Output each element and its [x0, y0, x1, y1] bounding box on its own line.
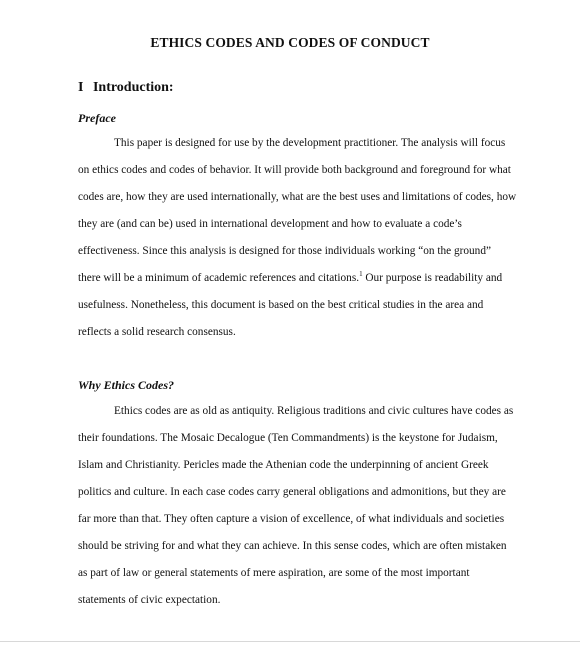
paragraph-line: should be striving for and what they can achieve. In this sense codes, which are often mistaken	[78, 540, 507, 552]
paragraph-line: politics and culture. In each case codes carry general obligations and admonitions, but they are	[78, 486, 506, 498]
paragraph-line-with-footnote	[78, 265, 538, 292]
preface-heading: Preface	[78, 111, 116, 125]
paragraph-line: codes are, how they are used internationally, what are the best uses and limitations of codes, how	[78, 191, 517, 203]
paragraph-line: far more than that. They often capture a vision of excellence, of what individuals and societies	[78, 513, 505, 525]
paragraph-line-text: Our purpose is readability and	[362, 272, 503, 284]
paragraph-line: usefulness. Nonetheless, this document is based on the best critical studies in the area and	[78, 299, 484, 311]
why-ethics-codes-paragraph	[78, 398, 538, 614]
paragraph-line: as part of law or general statements of mere aspiration, are some of the most important	[78, 567, 470, 579]
paragraph-line: effectiveness. Since this analysis is designed for those individuals working “on the ground”	[78, 245, 491, 257]
paragraph-line: they are (and can be) used in international development and how to evaluate a code’s	[78, 218, 462, 230]
paragraph-line-text: there will be a minimum of academic references and citations.	[78, 272, 360, 284]
paragraph-line: statements of civic expectation.	[78, 594, 221, 606]
paragraph-line: their foundations. The Mosaic Decalogue (Ten Commandments) is the keystone for Judaism,	[78, 432, 498, 444]
paragraph-line: This paper is designed for use by the development practitioner. The analysis will focus	[114, 137, 506, 149]
paragraph-line: Ethics codes are as old as antiquity. Religious traditions and civic cultures have codes as	[114, 405, 514, 417]
preface-paragraph	[78, 130, 538, 346]
document-title: ETHICS CODES AND CODES OF CONDUCT	[150, 35, 430, 50]
footnote-reference[interactable]: 1	[359, 270, 363, 278]
section-number: I	[78, 80, 84, 95]
why-ethics-codes-heading: Why Ethics Codes?	[78, 378, 175, 392]
section-heading	[78, 80, 174, 96]
page-bottom-edge	[0, 641, 580, 642]
section-title: Introduction:	[92, 80, 174, 95]
paragraph-line: Islam and Christianity. Pericles made the Athenian code the underpinning of ancient Greek	[78, 459, 489, 471]
paragraph-line: reflects a solid research consensus.	[78, 326, 236, 338]
paragraph-line: on ethics codes and codes of behavior. It will provide both background and foreground for what	[78, 164, 511, 176]
